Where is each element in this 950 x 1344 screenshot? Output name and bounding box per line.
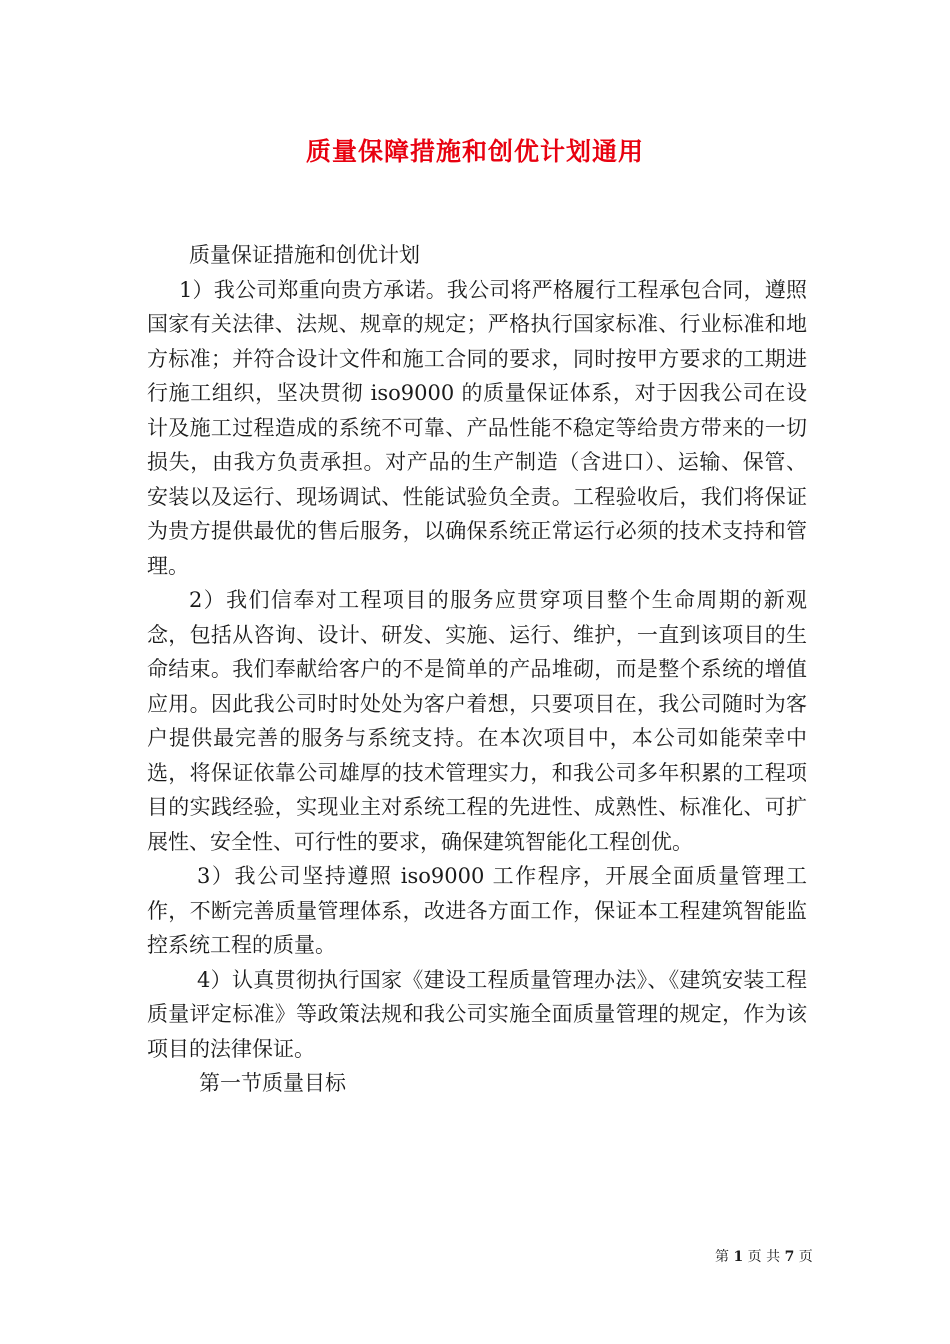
paragraph-2: 2）我们信奉对工程项目的服务应贯穿项目整个生命周期的新观念，包括从咨询、设计、研发、实施、运行、维护，一直到该项目的生命结束。我们奉献给客户的不是简单的产品堆砌，而是整个系统的增值应用。因此我公司时时处处为客户着想，只要项目在，我公司随时为客户提供最完善的服务与系统支持。在本次项目中，本公司如能荣幸中选，将保证依靠公司雄厚的技术管理实力，和我公司多年积累的工程项目的实践经验，实现业主对系统工程的先进性、成熟性、标准化、可扩展性、安全性、可行性的要求，确保建筑智能化工程创优。 xyxy=(147,588,807,854)
paragraph-4: 4）认真贯彻执行国家《建设工程质量管理办法》、《建筑安装工程质量评定标准》等政策法规和我公司实施全面质量管理的规定，作为该项目的法律保证。 xyxy=(147,967,807,1061)
paragraph-3: 3）我公司坚持遵照 iso9000 工作程序，开展全面质量管理工作，不断完善质量管理体系，改进各方面工作，保证本工程建筑智能监控系统工程的质量。 xyxy=(147,864,807,957)
footer-prefix: 第 xyxy=(715,1249,729,1265)
subheading: 质量保证措施和创优计划 xyxy=(189,243,420,267)
footer-current-page: 1 xyxy=(733,1249,744,1265)
paragraph-1: 1）我公司郑重向贵方承诺。我公司将严格履行工程承包合同，遵照国家有关法律、法规、规章的规定；严格执行国家标准、行业标准和地方标准；并符合设计文件和施工合同的要求，同时按甲方要求的工期进行施工组织，坚决贯彻 iso9000 的质量保证体系，对于因我公司在设计及施工过程造成的系统不可靠、产品性能不稳定等给贵方带来的一切损失，由我方负责承担。对产品的生产制造（含进口）、运输、保管、安装以及运行、现场调试、性能试验负全责。工程验收后，我们将保证为贵方提供最优的售后服务，以确保系统正常运行必须的技术支持和管理。 xyxy=(147,277,807,578)
footer-middle: 页 共 xyxy=(747,1249,781,1265)
footer-total-pages: 7 xyxy=(784,1249,795,1265)
document-title: 质量保障措施和创优计划通用 xyxy=(305,137,644,166)
page-number-footer xyxy=(715,1246,813,1266)
section-heading: 第一节质量目标 xyxy=(199,1071,346,1095)
footer-suffix: 页 xyxy=(798,1249,813,1265)
document-body xyxy=(147,238,807,1101)
